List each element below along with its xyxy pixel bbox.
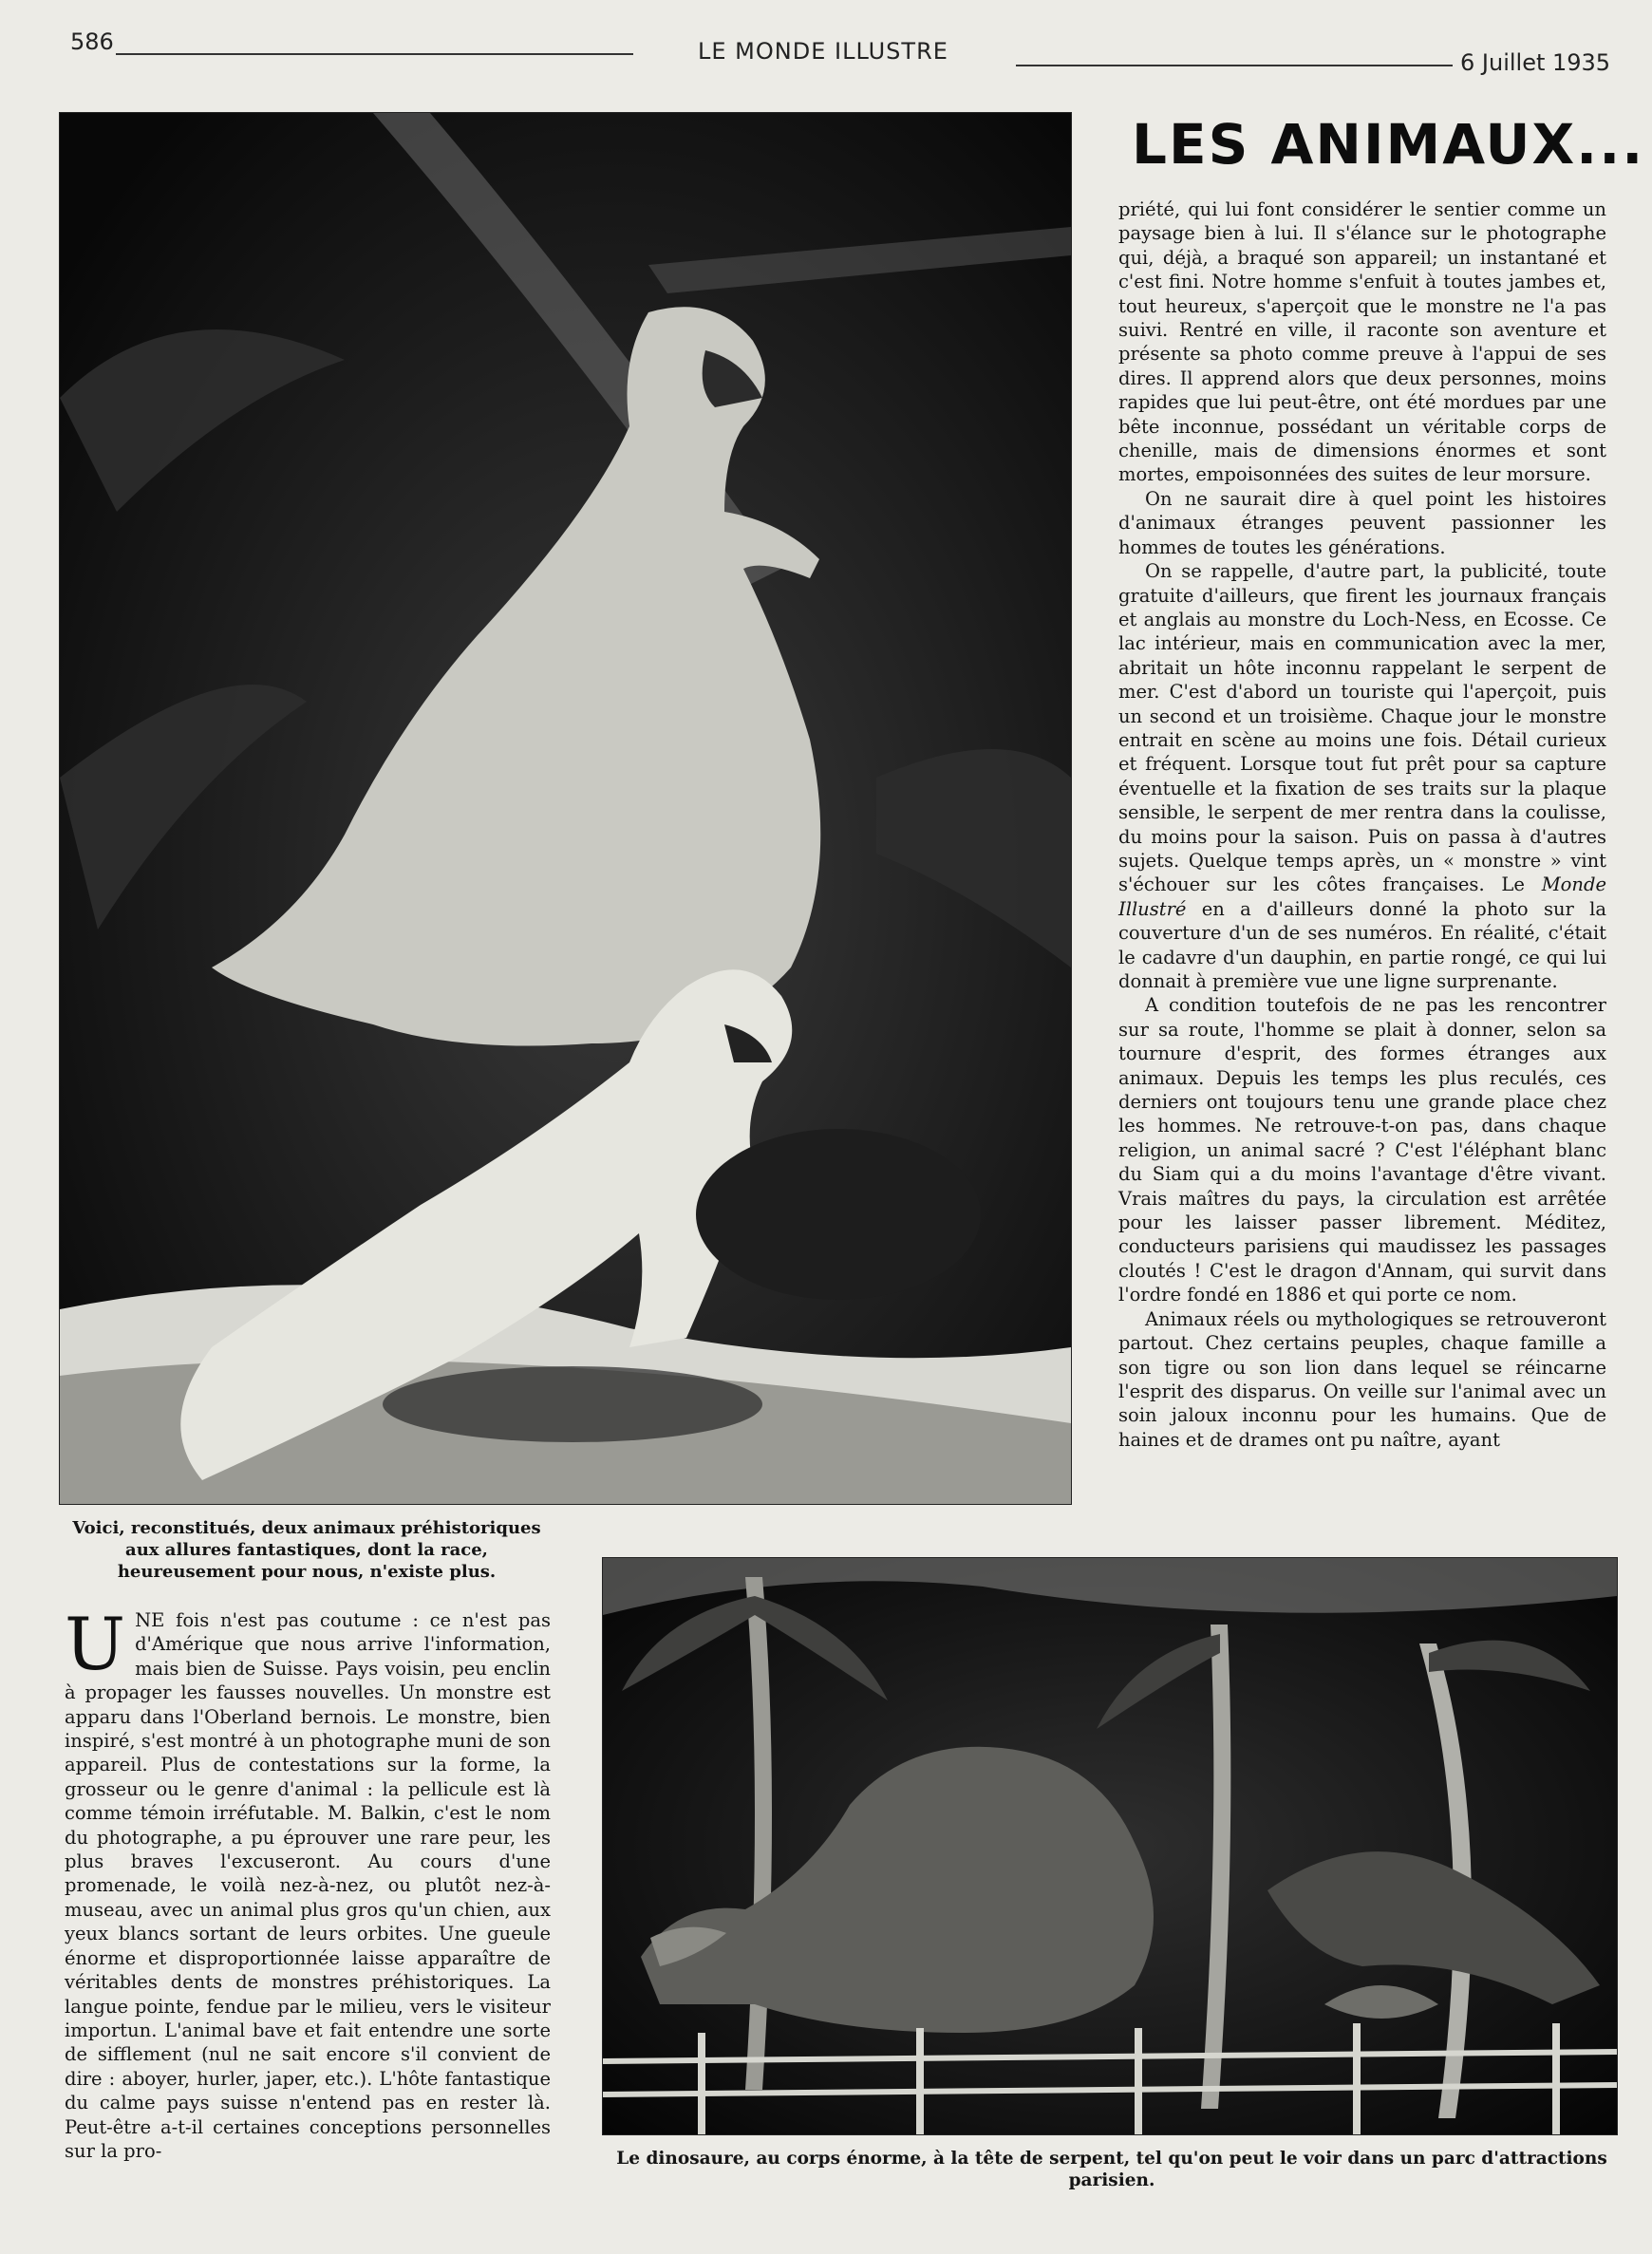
paragraph: NE fois n'est pas coutume : ce n'est pas d'Amérique que nous arrive l'information, mais bien de Suisse. Pays voisin, peu enclin à propager les fausses nouvelles. Un monstre est apparu dans l'Oberland bernois. Le monstre, bien inspiré, s'est montré à un photographe muni de son appareil. Plus de contestations sur la forme, la grosseur ou le genre d'animal : la pellicule est là comme témoin irréfutable. M. Balkin, c'est le nom du photographe, a pu éprouver une rare peur, les plus braves l'excuseront. Au cours d'une promenade, le voilà nez-à-nez, ou plutôt nez-à-museau, avec un animal plus gros qu'un chien, aux yeux blancs sortant de leurs orbites. Une gueule énorme et disproportionnée laisse apparaître de véritables dents de monstres préhistoriques. La langue pointe, fendue par le milieu, vers le visiteur importun. L'animal bave et fait entendre une sorte de sifflement (nul ne sait encore s'il convient de dire : aboyer, hurler, japer, etc.). L'hôte fantastique du calme pays suisse n'entend pas en rester là. Peut-être a-t-il certaines conceptions personnelles sur la pro- bbox=[65, 1609, 551, 2162]
paragraph-text: en a d'ailleurs donné la photo sur la couverture d'un de ses numéros. En réalité, c'était le cadavre d'un dauphin, en partie rongé, ce qui lui donnait à première vue une ligne surprenante. bbox=[1118, 897, 1606, 992]
paragraph: Animaux réels ou mythologiques se retrouveront partout. Chez certains peuples, chaque famille a son tigre ou son lion dans lequel se réincarne l'esprit des disparus. On veille sur l'animal avec un soin jaloux inconnu pour les humains. Que de haines et de drames ont pu naître, ayant bbox=[1118, 1307, 1606, 1451]
paragraph: A condition toutefois de ne pas les rencontrer sur sa route, l'homme se plait à donner, selon sa tournure d'esprit, des formes étranges aux animaux. Depuis les temps les plus reculés, ces derniers ont toujours tenu une grande place chez les hommes. Ne retrouve-t-on pas, dans chaque religion, un animal sacré ? C'est l'éléphant blanc du Siam qui a du moins l'avantage d'être vivant. Vrais maîtres du pays, la circulation est arrêtée pour les laisser passer librement. Méditez, conducteurs parisiens qui maudissez les passages cloutés ! C'est le dragon d'Annam, qui survit dans l'ordre fondé en 1886 et qui porte ce nom. bbox=[1118, 994, 1606, 1306]
dinosaur-photo-icon bbox=[60, 113, 1071, 1504]
top-photo-caption: Voici, reconstitués, deux animaux préhistoriques aux allures fantastiques, dont la race, heureusement pour nous, n'existe plus. bbox=[72, 1518, 541, 1582]
right-column bbox=[1118, 197, 1606, 1452]
magazine-name: LE MONDE ILLUSTRE bbox=[698, 38, 948, 65]
header-rule-left bbox=[116, 53, 633, 55]
article-title: LES ANIMAUX... bbox=[1132, 112, 1645, 177]
paragraph-text: On se rappelle, d'autre part, la publicité, toute gratuite d'ailleurs, que firent les journaux français et anglais au monstre du Loch-Ness, en Ecosse. Ce lac intérieur, mais en communication avec la mer, abritait un hôte inconnu rappelant le serpent de mer. C'est d'abord un touriste qui l'aperçoit, puis un second et un troisième. Chaque jour le monstre entrait en scène au moins une fois. Détail curieux et fréquent. Lorsque tout fut prêt pour sa capture éventuelle et la fixation de ses traits sur la plaque sensible, le serpent de mer rentra dans la coulisse, du moins pour la saison. Puis on passa à d'autres sujets. Quelque temps après, un « monstre » vint s'échouer sur les côtes françaises. Le bbox=[1118, 560, 1606, 896]
paragraph: On ne saurait dire à quel point les histoires d'animaux étranges peuvent passionner les hommes de toutes les générations. bbox=[1118, 487, 1606, 558]
magazine-title-italic: Monde Illustré bbox=[1118, 873, 1606, 920]
paragraph: priété, qui lui font considérer le sentier comme un paysage bien à lui. Il s'élance sur le photographe qui, déjà, a braqué son appareil; un instantané et c'est fini. Notre homme s'enfuit à toutes jambes et, tout heureux, s'aperçoit que le monstre ne l'a pas suivi. Rentré en ville, il raconte son aventure et présente sa photo comme preuve à l'appui de ses dires. Il apprend alors que deux personnes, moins rapides que lui peut-être, ont été mordues par une bête inconnue, possédant un véritable corps de chenille, mais de dimensions énormes et sont mortes, empoisonnées des suites de leur morsure. bbox=[1118, 198, 1606, 486]
dinosaur-park-photo bbox=[602, 1557, 1618, 2135]
paragraph bbox=[1118, 559, 1606, 993]
dinosaur-photo bbox=[59, 112, 1072, 1505]
issue-date: 6 Juillet 1935 bbox=[1460, 49, 1611, 76]
header-rule-right bbox=[1016, 65, 1453, 66]
dinosaur-park-photo-icon bbox=[603, 1558, 1617, 2134]
bottom-photo-caption: Le dinosaure, au corps énorme, à la tête de serpent, tel qu'on peut le voir dans un parc d'attractions parisien. bbox=[616, 2149, 1607, 2190]
drop-cap: U bbox=[65, 1602, 126, 1686]
left-column bbox=[65, 1602, 551, 2163]
page-number: 586 bbox=[70, 28, 114, 55]
